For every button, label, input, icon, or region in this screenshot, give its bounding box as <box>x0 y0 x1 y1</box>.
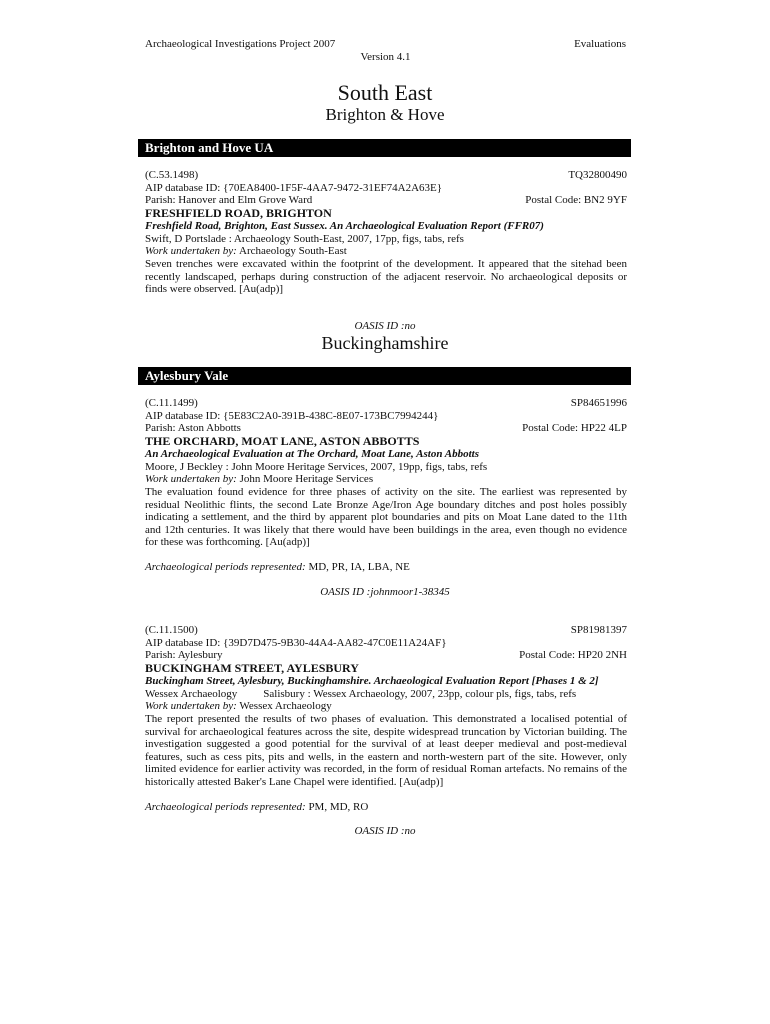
work-label: Work undertaken by: <box>145 473 237 486</box>
report-title: Freshfield Road, Brighton, East Sussex. An Archaeological Evaluation Report (FFR07) <box>145 220 544 233</box>
entry-record <box>145 397 627 574</box>
county-title: Buckinghamshire <box>321 333 449 353</box>
oasis-id: OASIS ID :johnmoor1-38345 <box>320 586 450 598</box>
work-label: Work undertaken by: <box>145 700 237 713</box>
aip-id: AIP database ID: {5E83C2A0-391B-438C-8E07-173BC7994244} <box>145 409 439 422</box>
oasis-id: OASIS ID :no <box>354 320 416 332</box>
entry-ref: (C.11.1499) <box>145 397 198 409</box>
subregion-title: Brighton & Hove <box>325 105 445 124</box>
grid-ref: SP84651996 <box>570 397 627 409</box>
work-label: Work undertaken by: <box>145 245 237 258</box>
periods: MD, PR, IA, LBA, NE <box>308 561 410 574</box>
citation: Moore, J Beckley : John Moore Heritage Services, 2007, 19pp, figs, tabs, refs <box>145 460 488 473</box>
periods-label: Archaeological periods represented: <box>145 561 306 574</box>
postal-code: Postal Code: HP22 4LP <box>522 422 627 435</box>
aip-id: AIP database ID: {39D7D475-9B30-44A4-AA82-47C0E11A24AF} <box>145 636 447 649</box>
citation: Swift, D Portslade : Archaeology South-East, 2007, 17pp, figs, tabs, refs <box>145 232 464 245</box>
parish: Parish: Hanover and Elm Grove Ward <box>145 194 313 207</box>
report-title: Buckingham Street, Aylesbury, Buckinghamshire. Archaeological Evaluation Report [Phases 1 & 2] <box>145 675 599 688</box>
grid-ref: SP81981397 <box>570 624 627 636</box>
abstract: Seven trenches were excavated within the footprint of the development. It appeared that the sitehad been recently landscaped, perhaps during construction of the adjacent reservoir. No archaeological deposits or finds were observed. [Au(adp)] <box>145 258 627 296</box>
work-by: John Moore Heritage Services <box>239 473 374 486</box>
report-title: An Archaeological Evaluation at The Orchard, Moat Lane, Aston Abbotts <box>145 448 480 461</box>
work-by: Archaeology South-East <box>239 245 347 258</box>
region-title: South East <box>337 80 433 105</box>
aip-id: AIP database ID: {70EA8400-1F5F-4AA7-9472-31EF74A2A63E} <box>145 181 443 194</box>
abstract: The report presented the results of two phases of evaluation. This demonstrated a localised potential of survival for archaeological features across the site, despite widespread truncation by Victorian building. The investigation suggested a good potential for the survival of at least deeper medieval and post-medieval features, such as cess pits, pits and wells, in the eastern and north-western part of the site. However, only limited evidence for earlier activity was recorded, in the form of residual Roman artefacts. No remains of the historically attested Baker's Lane Chapel were identified. [Au(adp)] <box>145 713 627 789</box>
header-project: Archaeological Investigations Project 2007 <box>145 38 336 50</box>
site-title: FRESHFIELD ROAD, BRIGHTON <box>145 205 332 220</box>
grid-ref: TQ32800490 <box>568 169 627 181</box>
district-bar: Brighton and Hove UA <box>138 139 631 157</box>
oasis-id: OASIS ID :no <box>354 825 416 837</box>
citation: Salisbury : Wessex Archaeology, 2007, 23pp, colour pls, figs, tabs, refs <box>263 687 577 700</box>
abstract: The evaluation found evidence for three phases of activity on the site. The earliest was represented by residual Neolithic flints, the second Late Bronze Age/Iron Age boundary ditches and post holes possibly indicating a settlement, and the third by apparent plot boundaries and pits on Moat Lane dated to the 11th and 12th centuries. It was likely that there would have been buildings in the area, even though no evidence for these was forthcoming. [Au(adp)] <box>145 486 627 549</box>
parish: Parish: Aylesbury <box>145 649 223 662</box>
entry-record <box>145 169 627 296</box>
work-by: Wessex Archaeology <box>239 700 332 713</box>
parish: Parish: Aston Abbotts <box>145 422 241 435</box>
entry-ref: (C.11.1500) <box>145 624 198 636</box>
entry-ref: (C.53.1498) <box>145 169 199 181</box>
site-title: BUCKINGHAM STREET, AYLESBURY <box>145 660 359 675</box>
district-bar: Aylesbury Vale <box>138 367 631 385</box>
postal-code: Postal Code: HP20 2NH <box>519 649 627 662</box>
periods-label: Archaeological periods represented: <box>145 800 306 813</box>
author-org: Wessex Archaeology <box>145 687 238 700</box>
entry-record <box>145 624 627 813</box>
periods: PM, MD, RO <box>308 800 369 813</box>
header-section: Evaluations <box>574 38 626 50</box>
header-version: Version 4.1 <box>360 51 411 63</box>
postal-code: Postal Code: BN2 9YF <box>525 194 627 207</box>
site-title: THE ORCHARD, MOAT LANE, ASTON ABBOTTS <box>145 433 420 448</box>
